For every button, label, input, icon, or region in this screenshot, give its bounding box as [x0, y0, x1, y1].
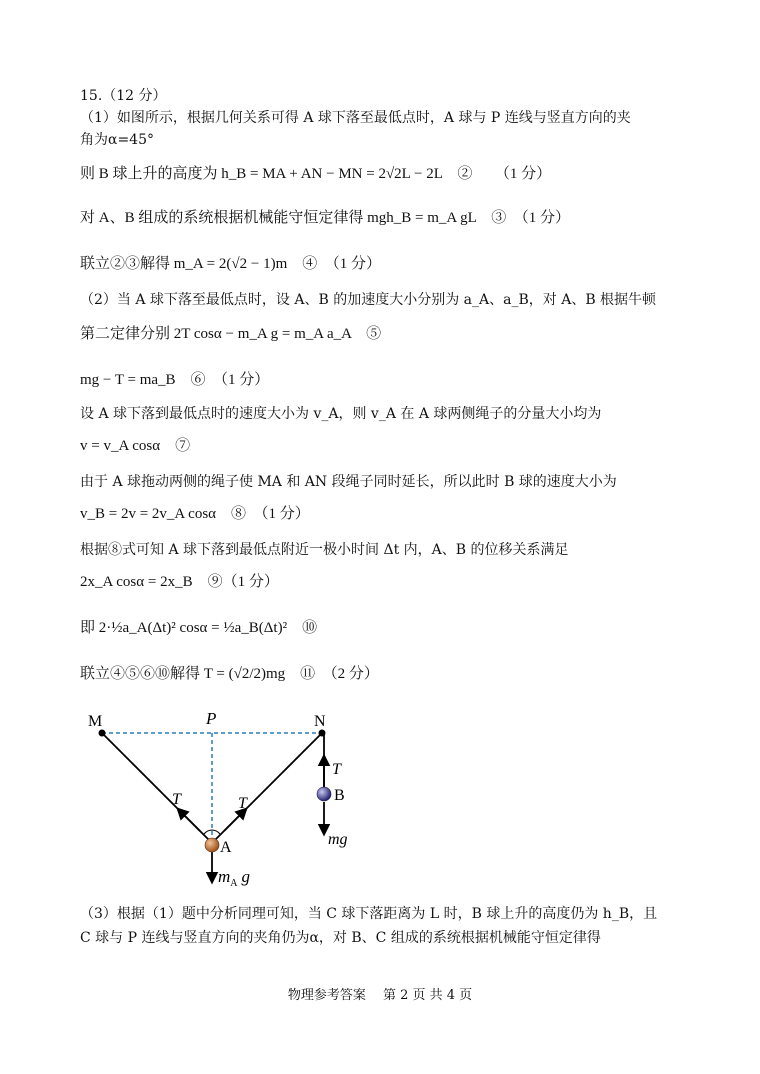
equation-8: v_B = 2v = 2v_A cosα ⑧ （1 分）: [80, 506, 310, 522]
part1-text-cont: 角为α=45°: [80, 132, 154, 148]
pulley-diagram: [80, 700, 380, 900]
label-N: N: [314, 713, 326, 730]
tension-arrow-right: [224, 809, 246, 831]
point-M: [99, 730, 106, 737]
label-B: B: [334, 787, 345, 804]
point-N: [319, 730, 326, 737]
equation-11: 联立④⑤⑥⑩解得 T = (√2/2)mg ⑪ （2 分）: [80, 666, 379, 682]
label-T-B: T: [332, 761, 341, 778]
part3-text: （3）根据（1）题中分析同理可知，当 C 球下落距离为 L 时，B 球上升的高度仍为 h_B，且: [80, 906, 658, 922]
equation-5: 第二定律分别 2T cosα − m_A g = m_A a_A ⑤: [80, 326, 382, 342]
part2-text: （2）当 A 球下落至最低点时，设 A、B 的加速度大小分别为 a_A、a_B，对 A、B 根据牛顿: [80, 292, 657, 308]
label-P: P: [206, 709, 217, 728]
label-mg-B: mg: [328, 831, 348, 848]
ball-A: [205, 838, 219, 852]
velocity-text: 设 A 球下落到最低点时的速度大小为 v_A，则 v_A 在 A 球两侧绳子的分量大小均为: [80, 406, 602, 422]
equation-6: mg − T = ma_B ⑥ （1 分）: [80, 372, 270, 388]
question-heading: 15.（12 分）: [80, 88, 167, 104]
equation-4: 联立②③解得 m_A = 2(√2 − 1)m ④ （1 分）: [80, 256, 381, 272]
ball-B: [317, 787, 331, 801]
equation-7: v = v_A cosα ⑦: [80, 438, 191, 454]
equation-10: 即 2·½a_A(Δt)² cosα = ½a_B(Δt)² ⑩: [80, 620, 318, 636]
page-footer: 物理参考答案 第 2 页 共 4 页: [287, 988, 473, 1003]
displacement-text: 根据⑧式可知 A 球下落到最低点附近一极小时间 Δt 内，A、B 的位移关系满足: [80, 542, 569, 558]
label-T-left: T: [172, 791, 181, 808]
part1-text: （1）如图所示，根据几何关系可得 A 球下落至最低点时，A 球与 P 连线与竖直方向的夹: [80, 110, 631, 126]
part3-text-cont: C 球与 P 连线与竖直方向的夹角仍为α，对 B、C 组成的系统根据机械能守恒定律得: [80, 930, 601, 946]
equation-9: 2x_A cosα = 2x_B ⑨（1 分）: [80, 574, 279, 590]
equation-2: 则 B 球上升的高度为 h_B = MA + AN − MN = 2√2L − 2L ② （1 分）: [80, 166, 552, 182]
label-M: M: [88, 713, 103, 730]
rope-text: 由于 A 球拖动两侧的绳子使 MA 和 AN 段绳子同时延长，所以此时 B 球的速度大小为: [80, 474, 617, 490]
label-A: A: [220, 839, 232, 856]
tension-arrow-left: [178, 809, 200, 831]
label-T-right: T: [238, 795, 247, 812]
equation-3: 对 A、B 组成的系统根据机械能守恒定律得 mgh_B = m_A gL ③ （1 分）: [80, 210, 571, 226]
label-mAg: $m_A$ g: [218, 867, 251, 889]
